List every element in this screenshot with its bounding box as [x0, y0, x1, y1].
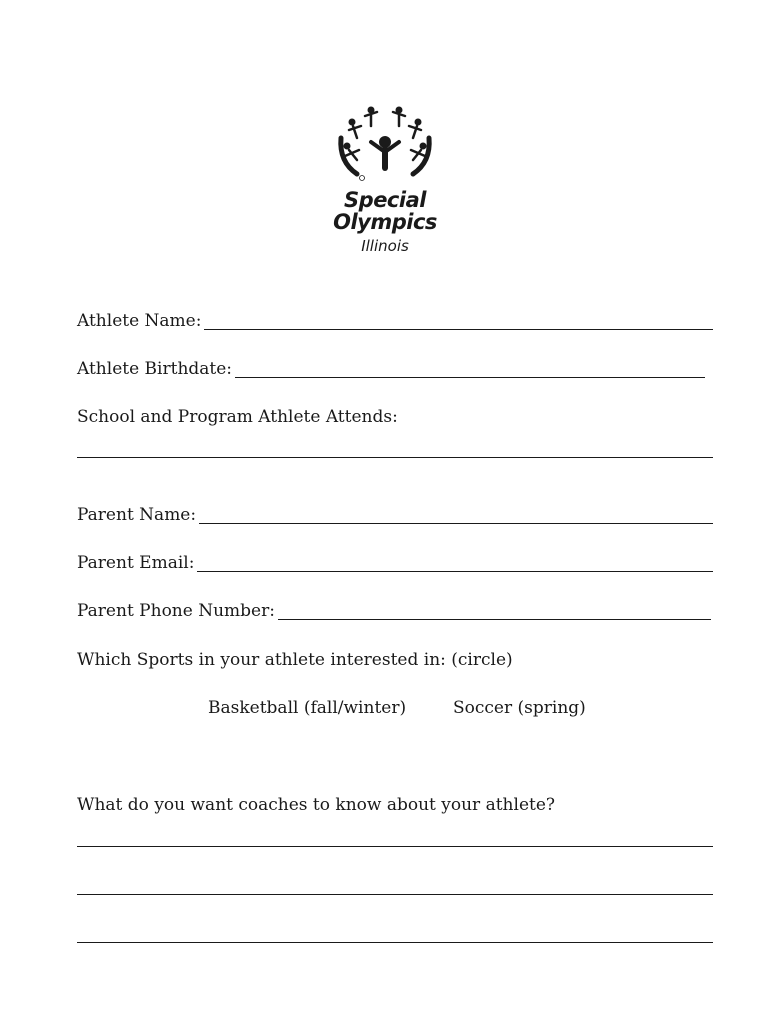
sport-option-basketball[interactable]: Basketball (fall/winter)	[208, 698, 407, 718]
athlete-name-label: Athlete Name:	[77, 311, 202, 331]
coaches-question: What do you want coaches to know about your athlete?	[77, 795, 556, 815]
athlete-name-field	[77, 311, 713, 331]
athlete-name-line[interactable]	[204, 315, 713, 330]
parent-email-label: Parent Email:	[77, 553, 195, 573]
parent-name-label: Parent Name:	[77, 505, 197, 525]
school-program-label: School and Program Athlete Attends:	[77, 407, 398, 427]
parent-email-field	[77, 553, 713, 573]
logo-text-illinois: Illinois	[361, 237, 409, 255]
logo-text-olympics: Olympics	[333, 210, 437, 234]
parent-phone-line[interactable]	[278, 605, 711, 620]
coaches-answer-line-3[interactable]	[77, 942, 713, 943]
school-program-line[interactable]	[77, 457, 713, 458]
coaches-answer-line-2[interactable]	[77, 894, 713, 895]
parent-phone-label: Parent Phone Number:	[77, 601, 275, 621]
special-olympics-logo	[310, 100, 460, 260]
parent-email-line[interactable]	[197, 557, 713, 572]
sport-option-soccer[interactable]: Soccer (spring)	[453, 698, 586, 718]
parent-name-field	[77, 505, 713, 525]
coaches-answer-line-1[interactable]	[77, 846, 713, 847]
sports-question: Which Sports in your athlete interested in: (circle)	[77, 650, 513, 670]
athlete-birthdate-line[interactable]	[235, 363, 705, 378]
parent-phone-field	[77, 601, 711, 621]
special-olympics-emblem-icon	[335, 100, 435, 185]
parent-name-line[interactable]	[199, 509, 713, 524]
logo-text-special: Special	[344, 188, 426, 212]
athlete-birthdate-field	[77, 359, 705, 379]
athlete-birthdate-label: Athlete Birthdate:	[77, 359, 233, 379]
